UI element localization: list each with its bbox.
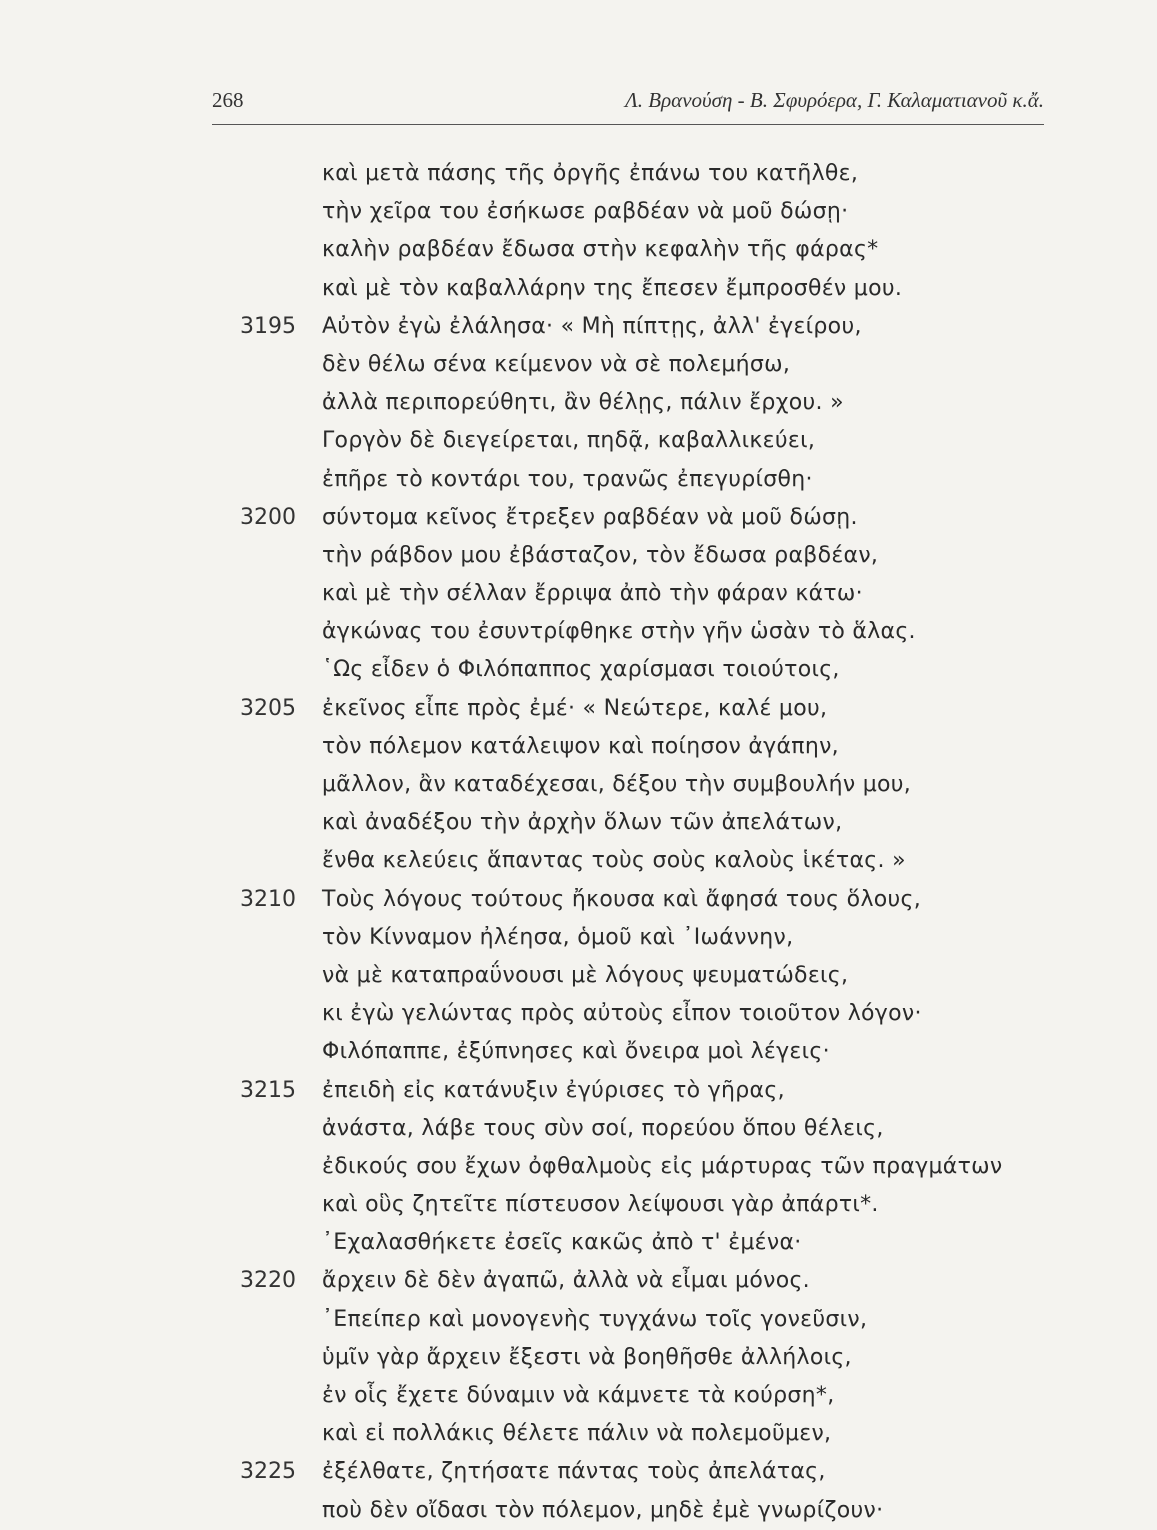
verse-text: ἐπῆρε τὸ κοντάρι του, τρανῶς ἐπεγυρίσθη· <box>322 466 813 492</box>
verse-line <box>240 919 1060 957</box>
verse-line <box>240 461 1060 499</box>
verse-text: μᾶλλον, ἂν καταδέχεσαι, δέξου τὴν συμβουλήν μου, <box>322 772 912 797</box>
verse-line <box>240 1072 1060 1110</box>
verse-text: ὑμῖν γὰρ ἄρχειν ἔξεστι νὰ βοηθῆσθε ἀλλήλοις, <box>322 1344 852 1370</box>
verse-line <box>240 346 1060 384</box>
verse-line-number: 3200 <box>240 504 296 530</box>
verse-text: ἐπειδὴ εἰς κατάνυξιν ἐγύρισες τὸ γῆρας, <box>322 1077 785 1103</box>
verse-line <box>240 270 1060 308</box>
page-number: 268 <box>212 88 244 112</box>
verse-line <box>240 881 1060 919</box>
verse-text: Αὐτὸν ἐγὼ ἐλάλησα· « Μὴ πίπτῃς, ἀλλ' ἐγείρου, <box>322 313 862 339</box>
verse-line <box>240 231 1060 269</box>
verse-text: ἄρχειν δὲ δὲν ἀγαπῶ, ἀλλὰ νὰ εἶμαι μόνος. <box>322 1268 810 1294</box>
verse-line <box>240 1110 1060 1148</box>
verse-line <box>240 957 1060 995</box>
verse-line <box>240 537 1060 575</box>
verse-line <box>240 842 1060 880</box>
verse-text: ἐκεῖνος εἶπε πρὸς ἐμέ· « Νεώτερε, καλέ μου, <box>322 695 828 721</box>
verse-text: Γοργὸν δὲ διεγείρεται, πηδᾷ, καβαλλικεύει, <box>322 428 816 454</box>
verse-text: τὴν χεῖρα του ἐσήκωσε ραβδέαν νὰ μοῦ δώσῃ· <box>322 199 849 225</box>
verse-text: ἐν οἷς ἔχετε δύναμιν νὰ κάμνετε τὰ κούρση*, <box>322 1383 835 1408</box>
verse-line <box>240 384 1060 422</box>
verse-text: ἀνάστα, λάβε τους σὺν σοί, πορεύου ὅπου θέλεις, <box>322 1115 884 1141</box>
verse-line-number: 3205 <box>240 695 296 721</box>
verse-line <box>240 308 1060 346</box>
verse-line <box>240 155 1060 193</box>
verse-line <box>240 1262 1060 1300</box>
verse-line <box>240 1224 1060 1262</box>
verse-text: ἀλλὰ περιπορεύθητι, ἂν θέλῃς, πάλιν ἔρχου. » <box>322 390 844 416</box>
verse-line <box>240 613 1060 651</box>
verse-line <box>240 1339 1060 1377</box>
verse-text: Φιλόπαππε, ἐξύπνησες καὶ ὄνειρα μοὶ λέγεις· <box>322 1039 830 1065</box>
verse-text: καὶ οὓς ζητεῖτε πίστευσον λείψουσι γὰρ ἀπάρτι*. <box>322 1192 879 1218</box>
verse-text: ποὺ δὲν οἴδασι τὸν πόλεμον, μηδὲ ἐμὲ γνωρίζουν· <box>322 1497 884 1523</box>
verse-text: ἐξέλθατε, ζητήσατε πάντας τοὺς ἀπελάτας, <box>322 1459 826 1485</box>
verse-text: νὰ μὲ καταπραΰνουσι μὲ λόγους ψευματώδεις, <box>322 962 849 988</box>
page-header <box>212 88 1044 122</box>
verse-text: τὸν Κίνναμον ἠλέησα, ὁμοῦ καὶ ᾿Ιωάννην, <box>322 924 794 950</box>
verse-line <box>240 1301 1060 1339</box>
verse-text: κι ἐγὼ γελώντας πρὸς αὐτοὺς εἶπον τοιοῦτον λόγον· <box>322 1001 922 1027</box>
verse-text: καὶ εἰ πολλάκις θέλετε πάλιν νὰ πολεμοῦμεν, <box>322 1421 832 1447</box>
verse-block <box>240 155 1060 1530</box>
verse-line <box>240 728 1060 766</box>
header-rule <box>212 124 1044 125</box>
verse-line-number: 3215 <box>240 1077 296 1103</box>
verse-line <box>240 193 1060 231</box>
verse-text: ἀγκώνας του ἐσυντρίφθηκε στὴν γῆν ὡσὰν τὸ ἅλας. <box>322 619 916 645</box>
verse-line-number: 3210 <box>240 886 296 912</box>
verse-text: δὲν θέλω σένα κείμενον νὰ σὲ πολεμήσω, <box>322 351 791 377</box>
verse-line <box>240 1453 1060 1491</box>
verse-text: σύντομα κεῖνος ἔτρεξεν ραβδέαν νὰ μοῦ δώσῃ. <box>322 504 858 530</box>
verse-text: τὸν πόλεμον κατάλειψον καὶ ποίησον ἀγάπην, <box>322 733 839 759</box>
verse-line <box>240 1186 1060 1224</box>
running-head: Λ. Βρανούση - Β. Σφυρόερα, Γ. Καλαματιανοῦ κ.ἄ. <box>625 88 1044 112</box>
verse-text: ᾿Επείπερ καὶ μονογενὴς τυγχάνω τοῖς γονεῦσιν, <box>322 1306 868 1332</box>
verse-text: καλὴν ραβδέαν ἔδωσα στὴν κεφαλὴν τῆς φάρας* <box>322 237 879 263</box>
verse-text: καὶ μὲ τὴν σέλλαν ἔρριψα ἀπὸ τὴν φάραν κάτω· <box>322 581 863 607</box>
verse-line <box>240 804 1060 842</box>
verse-text: Τοὺς λόγους τούτους ἤκουσα καὶ ἄφησά τους ὅλους, <box>322 886 922 912</box>
verse-line <box>240 1492 1060 1530</box>
verse-line <box>240 995 1060 1033</box>
verse-line <box>240 651 1060 689</box>
verse-line <box>240 575 1060 613</box>
verse-line <box>240 766 1060 804</box>
verse-line <box>240 422 1060 460</box>
verse-text: ἐδικούς σου ἔχων ὀφθαλμοὺς εἰς μάρτυρας τῶν πραγμάτων <box>322 1153 1003 1179</box>
verse-text: ῾Ως εἶδεν ὁ Φιλόπαππος χαρίσμασι τοιούτοις, <box>322 657 840 683</box>
verse-line-number: 3195 <box>240 313 296 339</box>
verse-text: ἔνθα κελεύεις ἅπαντας τοὺς σοὺς καλοὺς ἱκέτας. » <box>322 848 906 874</box>
verse-line <box>240 690 1060 728</box>
verse-line <box>240 1148 1060 1186</box>
verse-line <box>240 1033 1060 1071</box>
verse-line <box>240 1415 1060 1453</box>
verse-line-number: 3220 <box>240 1268 296 1294</box>
verse-text: καὶ μετὰ πάσης τῆς ὀργῆς ἐπάνω του κατῆλθε, <box>322 161 859 186</box>
verse-line <box>240 1377 1060 1415</box>
verse-text: τὴν ράβδον μου ἐβάσταζον, τὸν ἔδωσα ραβδέαν, <box>322 542 879 568</box>
verse-text: ᾿Εχαλασθήκετε ἐσεῖς κακῶς ἀπὸ τ' ἐμένα· <box>322 1230 802 1256</box>
verse-text: καὶ μὲ τὸν καβαλλάρην της ἔπεσεν ἔμπροσθέν μου. <box>322 275 903 301</box>
verse-line-number: 3225 <box>240 1459 296 1485</box>
verse-text: καὶ ἀναδέξου τὴν ἀρχὴν ὅλων τῶν ἀπελάτων, <box>322 810 843 836</box>
verse-line <box>240 499 1060 537</box>
